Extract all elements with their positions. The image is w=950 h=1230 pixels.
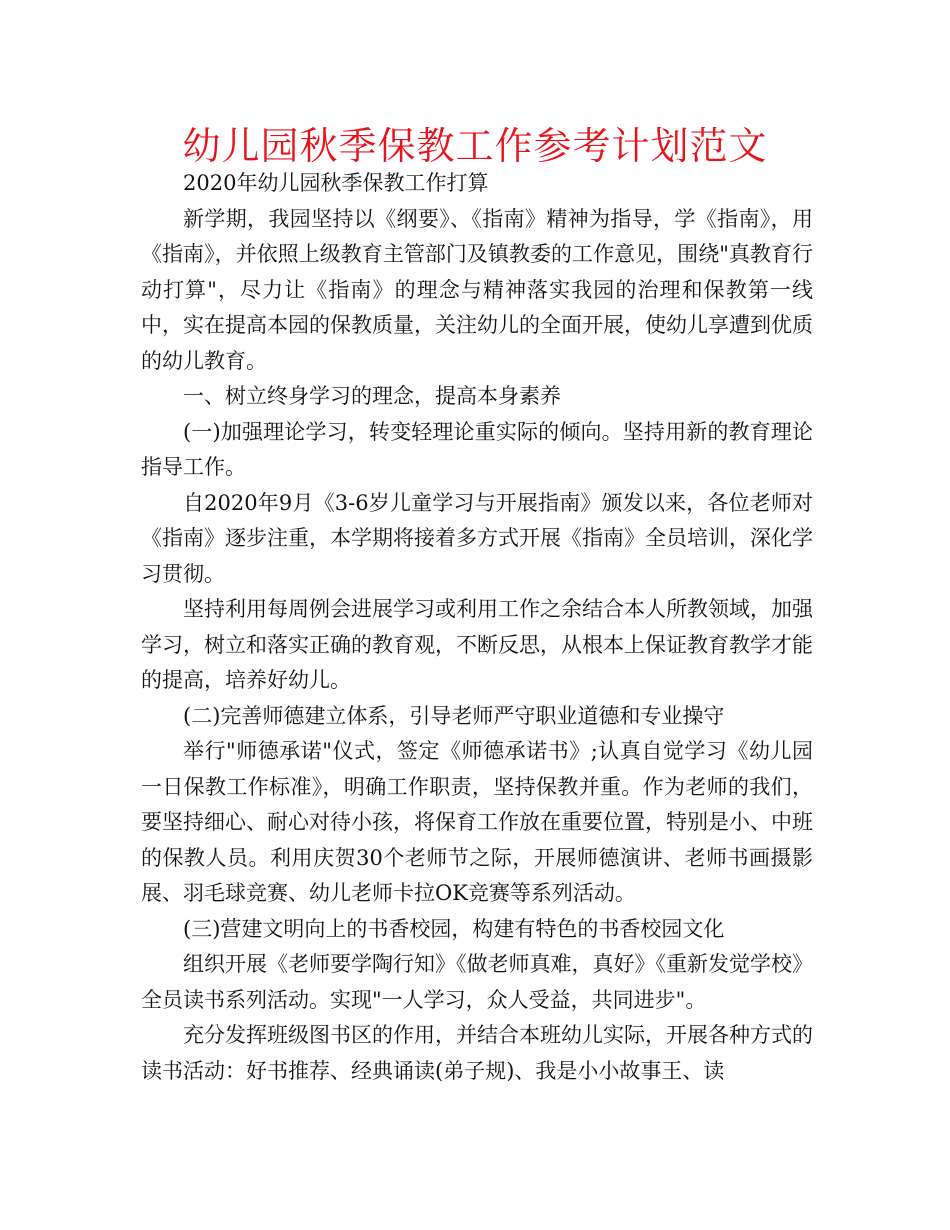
body-paragraph: 组织开展《老师要学陶行知》《做老师真难，真好》《重新发觉学校》全员读书系列活动。实现"一人学习，众人受益，共同进步"。 xyxy=(141,952,813,1012)
body-paragraph: 举行"师德承诺"仪式，签定《师德承诺书》;认真自觉学习《幼儿园一日保教工作标准》，明确工作职责，坚持保教并重。作为老师的我们，要坚持细心、耐心对待小孩，将保育工作放在重要位置，特别是小、中班的保教人员。利用庆贺30个老师节之际，开展师德演讲、老师书画摄影展、羽毛球竞赛、幼儿老师卡拉OK竞赛等系列活动。 xyxy=(141,739,813,905)
document-title: 幼儿园秋季保教工作参考计划范文 xyxy=(182,124,768,168)
body-paragraph: 坚持利用每周例会进展学习或利用工作之余结合本人所教领域，加强学习，树立和落实正确的教育观，不断反思，从根本上保证教育教学才能的提高，培养好幼儿。 xyxy=(141,597,813,692)
subsection-heading: (二)完善师德建立体系，引导老师严守职业道德和专业操守 xyxy=(183,703,725,728)
subtitle-paragraph: 2020年幼儿园秋季保教工作打算 xyxy=(183,171,489,195)
body-paragraph: 自2020年9月《3-6岁儿童学习与开展指南》颁发以来，各位老师对《指南》逐步注重，本学期将接着多方式开展《指南》全员培训，深化学习贯彻。 xyxy=(141,490,813,586)
subsection-heading: (一)加强理论学习，转变轻理论重实际的倾向。坚持用新的教育理论指导工作。 xyxy=(141,419,813,479)
section-heading: 一、树立终身学习的理念，提高本身素养 xyxy=(183,384,561,408)
subsection-heading: (三)营建文明向上的书香校园，构建有特色的书香校园文化 xyxy=(183,916,725,941)
body-paragraph: 新学期，我园坚持以《纲要》、《指南》精神为指导，学《指南》，用《指南》，并依照上级教育主管部门及镇教委的工作意见，围绕"真教育行动打算"，尽力让《指南》的理念与精神落实我园的治理和保教第一线中，实在提高本园的保教质量，关注幼儿的全面开展，使幼儿享遭到优质的幼儿教育。 xyxy=(141,206,813,373)
body-paragraph: 充分发挥班级图书区的作用，并结合本班幼儿实际，开展各种方式的读书活动：好书推荐、经典诵读(弟子规)、我是小小故事王、读 xyxy=(141,1023,813,1083)
document-body xyxy=(141,166,813,1089)
